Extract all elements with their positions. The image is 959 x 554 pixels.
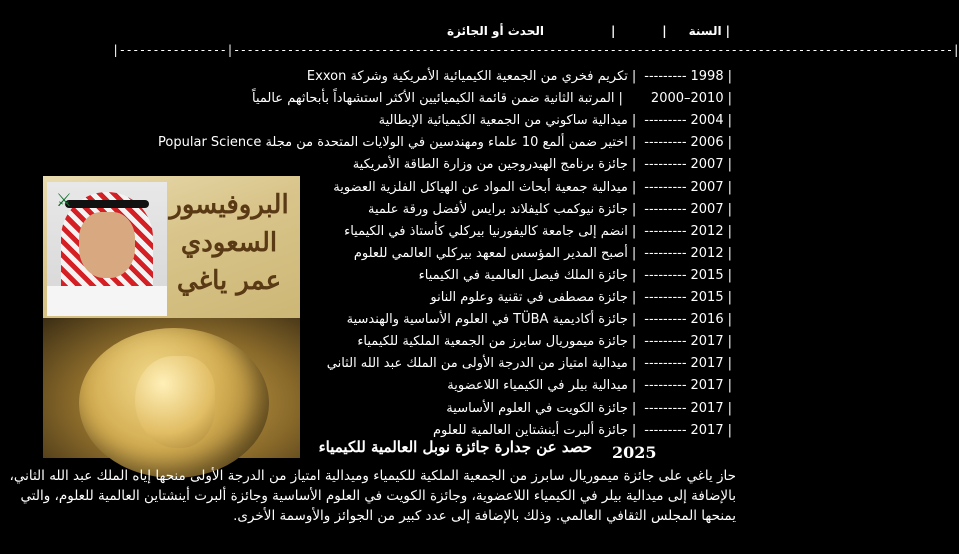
row-event: جائزة برنامج الهيدروجين من وزارة الطاقة الأمريكية <box>352 157 628 173</box>
table-row: |2004---------|ميدالية ساكوني من الجمعية الكيميائية الإيطالية <box>110 110 736 132</box>
row-dashes: --------- <box>644 312 687 328</box>
nobel-medal-image <box>43 318 300 458</box>
table-row: |2006---------|اختير ضمن ألمع 10 علماء ومهندسين في الولايات المتحدة من مجلة Popular Science <box>110 132 736 154</box>
row-dashes: --------- <box>644 135 687 151</box>
row-year: 2004 <box>690 113 724 129</box>
table-row: |2017---------|ميدالية امتياز من الدرجة الأولى من الملك عبد الله الثاني <box>110 353 736 375</box>
row-dashes: --------- <box>644 378 687 394</box>
agal-shape <box>65 200 149 208</box>
row-year: 2007 <box>690 201 724 217</box>
medal-profile <box>135 356 215 448</box>
row-event: جائزة ميموريال سابرز من الجمعية الملكية للكيمياء <box>357 334 628 350</box>
row-event: جائزة الكويت في العلوم الأساسية <box>446 400 628 416</box>
row-dashes: --------- <box>644 334 687 350</box>
row-event: ميدالية جمعية أبحاث المواد عن الهياكل الفلزية العضوية <box>333 179 628 195</box>
card-title-line2: السعودي <box>180 228 278 258</box>
row-year: 2012 <box>690 245 724 261</box>
table-row: |2017---------|ميدالية بيلر في الكيمياء اللاعضوية <box>110 375 736 397</box>
portrait-photo <box>47 182 167 314</box>
thobe-shape <box>47 286 167 316</box>
row-year: 2015 <box>690 267 724 283</box>
table-row: |2007---------|جائزة نيوكمب كليفلاند برايس لأفضل ورقة علمية <box>110 199 736 221</box>
header-event: الحدث أو الجائزة <box>446 24 544 38</box>
row-event: ميدالية امتياز من الدرجة الأولى من الملك عبد الله الثاني <box>326 356 628 372</box>
table-row: |2010–2000|المرتبة الثانية ضمن قائمة الكيميائيين الأكثر استشهاداً بأبحاثهم عالمياً <box>110 88 736 110</box>
table-row: |2007---------|ميدالية جمعية أبحاث المواد عن الهياكل الفلزية العضوية <box>110 177 736 199</box>
row-event: اختير ضمن ألمع 10 علماء ومهندسين في الولايات المتحدة من مجلة Popular Science <box>158 135 628 151</box>
table-row: |2016---------|جائزة أكاديمية TÜBA في العلوم الأساسية والهندسية <box>110 309 736 331</box>
nobel-caption: حصد عن جدارة جائزة نوبل العالمية للكيمياء <box>318 438 592 456</box>
table-row: |2007---------|جائزة برنامج الهيدروجين من وزارة الطاقة الأمريكية <box>110 154 736 176</box>
portrait-card <box>43 176 300 318</box>
row-year: 2006 <box>690 135 724 151</box>
row-dashes: --------- <box>644 113 687 129</box>
row-event: المرتبة الثانية ضمن قائمة الكيميائيين الأكثر استشهاداً بأبحاثهم عالمياً <box>251 91 615 107</box>
row-dashes: --------- <box>644 290 687 305</box>
row-event: جائزة ألبرت أينشتاين العالمية للعلوم <box>432 422 628 438</box>
row-dashes: --------- <box>644 356 687 372</box>
table-row: |2015---------|جائزة الملك فيصل العالمية في الكيمياء <box>110 265 736 287</box>
face-shape <box>79 212 135 278</box>
row-dashes: --------- <box>644 422 687 438</box>
row-year: 2016 <box>690 312 724 328</box>
table-row: |2017---------|جائزة ألبرت أينشتاين العالمية للعلوم <box>110 420 736 442</box>
table-row: |1998---------|تكريم فخري من الجمعية الكيميائية الأمريكية وشركة Exxon <box>110 66 736 88</box>
row-year: 2007 <box>690 157 724 173</box>
row-dashes: --------- <box>644 179 687 195</box>
row-dashes: --------- <box>644 201 687 217</box>
row-event: جائزة نيوكمب كليفلاند برايس لأفضل ورقة علمية <box>368 201 628 217</box>
nobel-year: 2025 <box>612 443 657 462</box>
row-year: 2017 <box>690 400 724 416</box>
row-dashes: --------- <box>644 267 687 283</box>
row-year: 2010–2000 <box>650 91 724 107</box>
row-year: 2017 <box>690 334 724 350</box>
row-year: 1998 <box>690 69 724 84</box>
row-year: 2017 <box>690 422 724 438</box>
row-event: انضم إلى جامعة كاليفورنيا بيركلي كأستاذ في الكيمياء <box>344 223 628 239</box>
row-event: ميدالية ساكوني من الجمعية الكيميائية الإيطالية <box>378 113 628 129</box>
table-header-year-cell: |السنة| <box>662 24 730 38</box>
row-dashes: --------- <box>644 223 687 239</box>
row-event: جائزة أكاديمية TÜBA في العلوم الأساسية والهندسية <box>346 312 628 328</box>
row-year: 2017 <box>690 356 724 372</box>
table-row: |2017---------|جائزة الكويت في العلوم الأساسية <box>110 398 736 420</box>
row-event: أصبح المدير المؤسس لمعهد بيركلي العالمي للعلوم <box>353 245 628 261</box>
row-year: 2017 <box>690 378 724 394</box>
row-event: تكريم فخري من الجمعية الكيميائية الأمريكية وشركة Exxon <box>306 69 628 84</box>
row-dashes: --------- <box>644 400 687 416</box>
card-title-line1: البروفيسور <box>169 190 289 220</box>
saudi-emblem-icon: ⚔ <box>55 190 73 211</box>
row-year: 2015 <box>690 290 724 305</box>
table-row: |2012---------|انضم إلى جامعة كاليفورنيا بيركلي كأستاذ في الكيمياء <box>110 221 736 243</box>
table-row: |2017---------|جائزة ميموريال سابرز من الجمعية الملكية للكيمياء <box>110 331 736 353</box>
header-divider: | <box>611 24 616 38</box>
row-dashes: --------- <box>644 69 687 84</box>
row-dashes: --------- <box>644 157 687 173</box>
table-row: |2015---------|جائزة مصطفى في تقنية وعلوم النانو <box>110 287 736 309</box>
table-row: |2012---------|أصبح المدير المؤسس لمعهد بيركلي العالمي للعلوم <box>110 243 736 265</box>
row-year: 2012 <box>690 223 724 239</box>
row-event: ميدالية بيلر في الكيمياء اللاعضوية <box>447 378 628 394</box>
row-dashes: --------- <box>644 245 687 261</box>
summary-paragraph: حاز ياغي على جائزة ميموريال سابرز من الجمعية الملكية للكيمياء وميدالية امتياز من الدرجة الأولى منحها إياه الملك عبد الله الثاني، بالإضافة إلى ميدالية بيلر في الكيمياء اللاعضوية، وجائزة الكويت في العلوم الأساسية وجائزة ألبرت أينشتاين العالمية للعلوم، والتي يمنحها المجلس الثقافي العالمي. وذلك بالإضافة إلى عدد كبير من الجوائز والأوسمة الأخرى. <box>9 468 736 524</box>
row-event: جائزة مصطفى في تقنية وعلوم النانو <box>430 290 628 305</box>
header-year: السنة <box>688 24 722 38</box>
card-title-line3: عمر ياغي <box>176 266 282 296</box>
row-year: 2007 <box>690 179 724 195</box>
table-separator: |----------------|-----------------------------------------------------------------------------------------------------------| <box>112 43 959 57</box>
row-event: جائزة الملك فيصل العالمية في الكيمياء <box>418 267 628 283</box>
